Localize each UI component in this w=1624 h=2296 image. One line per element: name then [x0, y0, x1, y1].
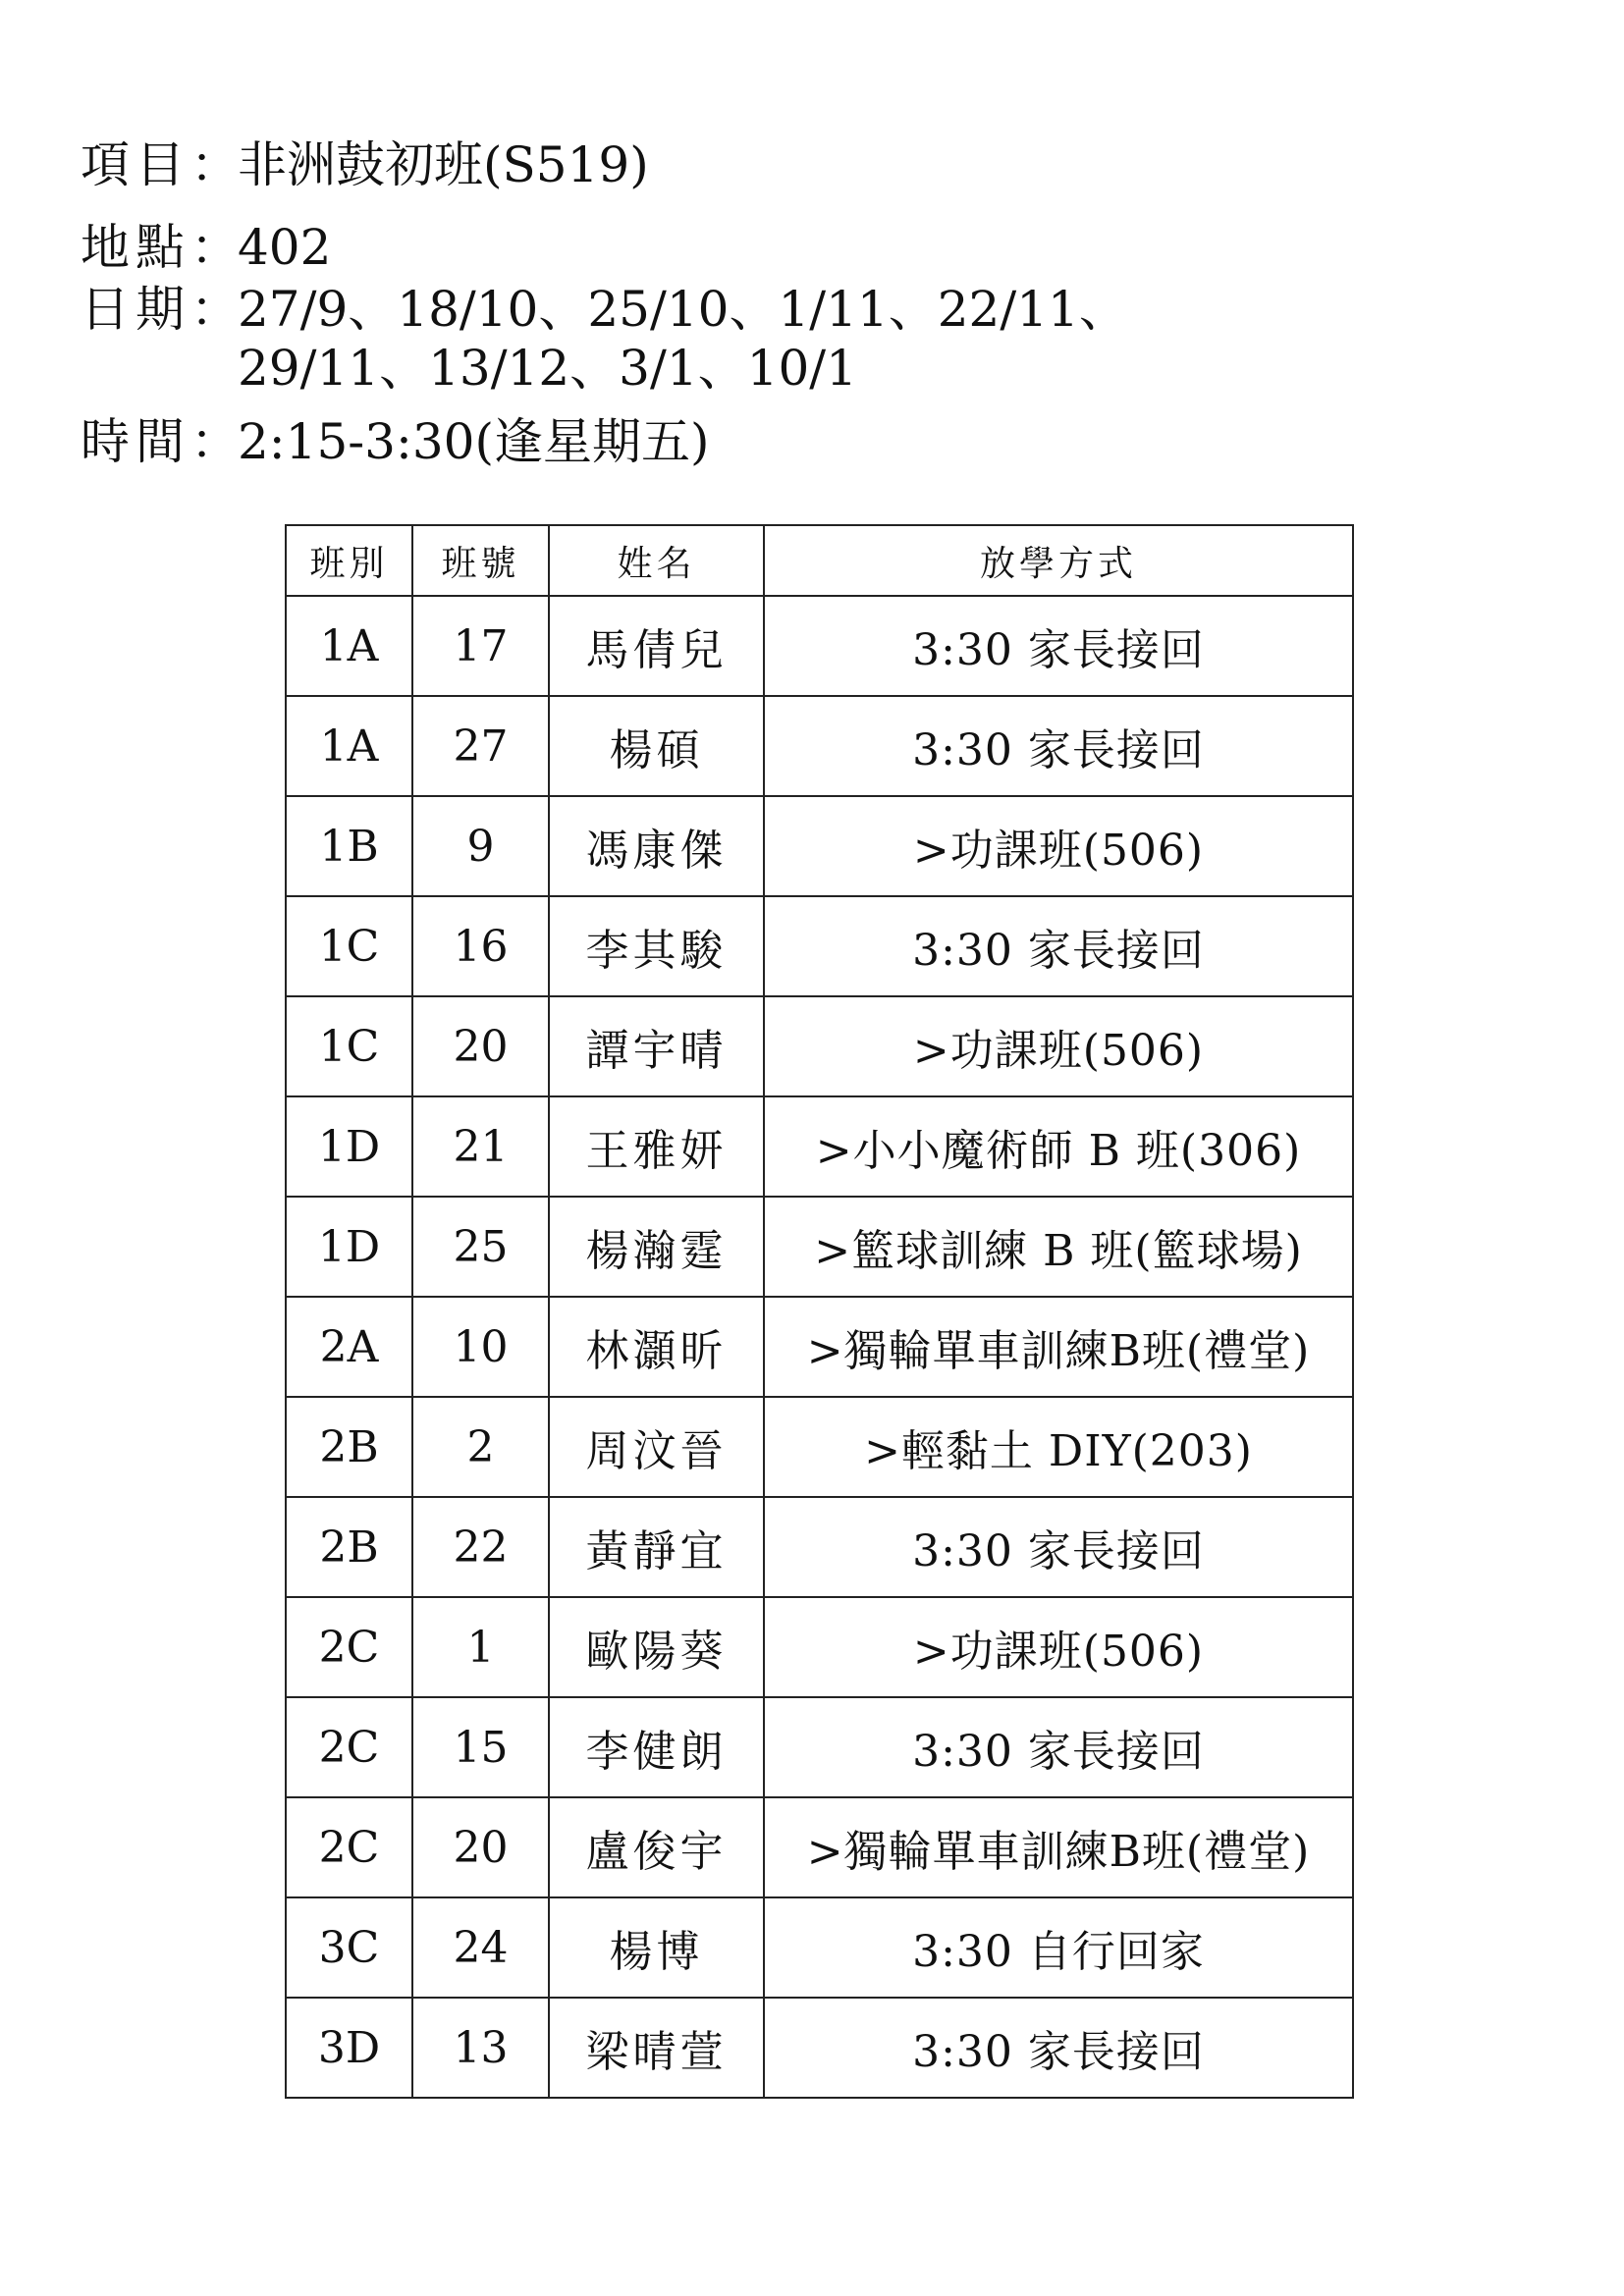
- cell-dismissal: >功課班(506): [764, 996, 1353, 1096]
- cell-class: 2C: [286, 1597, 412, 1697]
- table-row: [286, 1497, 1353, 1597]
- dates-value: [238, 280, 1128, 398]
- cell-number: 25: [412, 1197, 549, 1297]
- header-name: 姓名: [549, 525, 764, 596]
- cell-dismissal: 3:30 家長接回: [764, 1697, 1353, 1797]
- cell-name: 歐陽葵: [549, 1597, 764, 1697]
- table-row: [286, 696, 1353, 796]
- cell-number: 17: [412, 596, 549, 696]
- cell-number: 22: [412, 1497, 549, 1597]
- cell-name: 盧俊宇: [549, 1797, 764, 1897]
- cell-class: 2A: [286, 1297, 412, 1397]
- dates-value-line-2: 29/11、13/12、3/1、10/1: [238, 340, 857, 397]
- cell-name: 李其駿: [549, 896, 764, 996]
- cell-class: 2B: [286, 1497, 412, 1597]
- cell-class: 1A: [286, 596, 412, 696]
- cell-name: 楊碩: [549, 696, 764, 796]
- project-line: [81, 135, 649, 194]
- cell-number: 24: [412, 1897, 549, 1998]
- header-dismissal: 放學方式: [764, 525, 1353, 596]
- cell-dismissal: >獨輪單車訓練B班(禮堂): [764, 1297, 1353, 1397]
- cell-class: 1C: [286, 896, 412, 996]
- table-row: [286, 1797, 1353, 1897]
- table-row: [286, 1897, 1353, 1998]
- cell-dismissal: 3:30 家長接回: [764, 1497, 1353, 1597]
- cell-class: 1C: [286, 996, 412, 1096]
- cell-number: 27: [412, 696, 549, 796]
- cell-name: 譚宇晴: [549, 996, 764, 1096]
- cell-number: 1: [412, 1597, 549, 1697]
- cell-name: 梁晴萱: [549, 1998, 764, 2098]
- table-row: [286, 1096, 1353, 1197]
- cell-dismissal: 3:30 自行回家: [764, 1897, 1353, 1998]
- time-line: [81, 412, 709, 471]
- cell-dismissal: >功課班(506): [764, 1597, 1353, 1697]
- cell-class: 1B: [286, 796, 412, 896]
- cell-dismissal: >獨輪單車訓練B班(禮堂): [764, 1797, 1353, 1897]
- cell-number: 21: [412, 1096, 549, 1197]
- table-row: [286, 896, 1353, 996]
- cell-dismissal: >輕黏土 DIY(203): [764, 1397, 1353, 1497]
- cell-class: 2B: [286, 1397, 412, 1497]
- cell-dismissal: 3:30 家長接回: [764, 696, 1353, 796]
- table-row: [286, 996, 1353, 1096]
- cell-name: 楊瀚霆: [549, 1197, 764, 1297]
- cell-name: 馬倩兒: [549, 596, 764, 696]
- project-value: 非洲鼓初班(S519): [238, 136, 649, 193]
- table-body: [286, 596, 1353, 2098]
- cell-dismissal: 3:30 家長接回: [764, 596, 1353, 696]
- table-row: [286, 1597, 1353, 1697]
- cell-number: 2: [412, 1397, 549, 1497]
- cell-dismissal: 3:30 家長接回: [764, 1998, 1353, 2098]
- cell-class: 2C: [286, 1797, 412, 1897]
- location-line: [81, 218, 331, 277]
- time-label: 時間：: [81, 413, 245, 470]
- table-row: [286, 596, 1353, 696]
- table-row: [286, 796, 1353, 896]
- cell-name: 林灝昕: [549, 1297, 764, 1397]
- cell-name: 楊博: [549, 1897, 764, 1998]
- student-roster-table: [285, 524, 1354, 2099]
- cell-class: 1A: [286, 696, 412, 796]
- cell-number: 20: [412, 1797, 549, 1897]
- cell-dismissal: >功課班(506): [764, 796, 1353, 896]
- cell-number: 16: [412, 896, 549, 996]
- cell-number: 13: [412, 1998, 549, 2098]
- dates-value-line-1: 27/9、18/10、25/10、1/11、22/11、: [238, 281, 1128, 338]
- location-label: 地點：: [81, 219, 245, 276]
- table-row: [286, 1297, 1353, 1397]
- cell-name: 馮康傑: [549, 796, 764, 896]
- project-label: 項目：: [81, 136, 245, 193]
- time-value: 2:15-3:30(逢星期五): [238, 413, 710, 470]
- table-header-row: [286, 525, 1353, 596]
- cell-name: 周汶晉: [549, 1397, 764, 1497]
- cell-dismissal: >籃球訓練 B 班(籃球場): [764, 1197, 1353, 1297]
- cell-class: 1D: [286, 1197, 412, 1297]
- cell-class: 1D: [286, 1096, 412, 1197]
- header-class: 班別: [286, 525, 412, 596]
- cell-class: 3D: [286, 1998, 412, 2098]
- cell-number: 20: [412, 996, 549, 1096]
- location-value: 402: [238, 219, 332, 276]
- cell-dismissal: 3:30 家長接回: [764, 896, 1353, 996]
- table-row: [286, 1397, 1353, 1497]
- header-number: 班號: [412, 525, 549, 596]
- dates-label: 日期：: [81, 281, 245, 338]
- cell-dismissal: >小小魔術師 B 班(306): [764, 1096, 1353, 1197]
- cell-number: 9: [412, 796, 549, 896]
- cell-name: 黃靜宜: [549, 1497, 764, 1597]
- table-row: [286, 1197, 1353, 1297]
- table-row: [286, 1998, 1353, 2098]
- table-row: [286, 1697, 1353, 1797]
- cell-number: 15: [412, 1697, 549, 1797]
- cell-class: 2C: [286, 1697, 412, 1797]
- cell-class: 3C: [286, 1897, 412, 1998]
- cell-number: 10: [412, 1297, 549, 1397]
- cell-name: 王雅妍: [549, 1096, 764, 1197]
- cell-name: 李健朗: [549, 1697, 764, 1797]
- dates-line: [81, 280, 1128, 398]
